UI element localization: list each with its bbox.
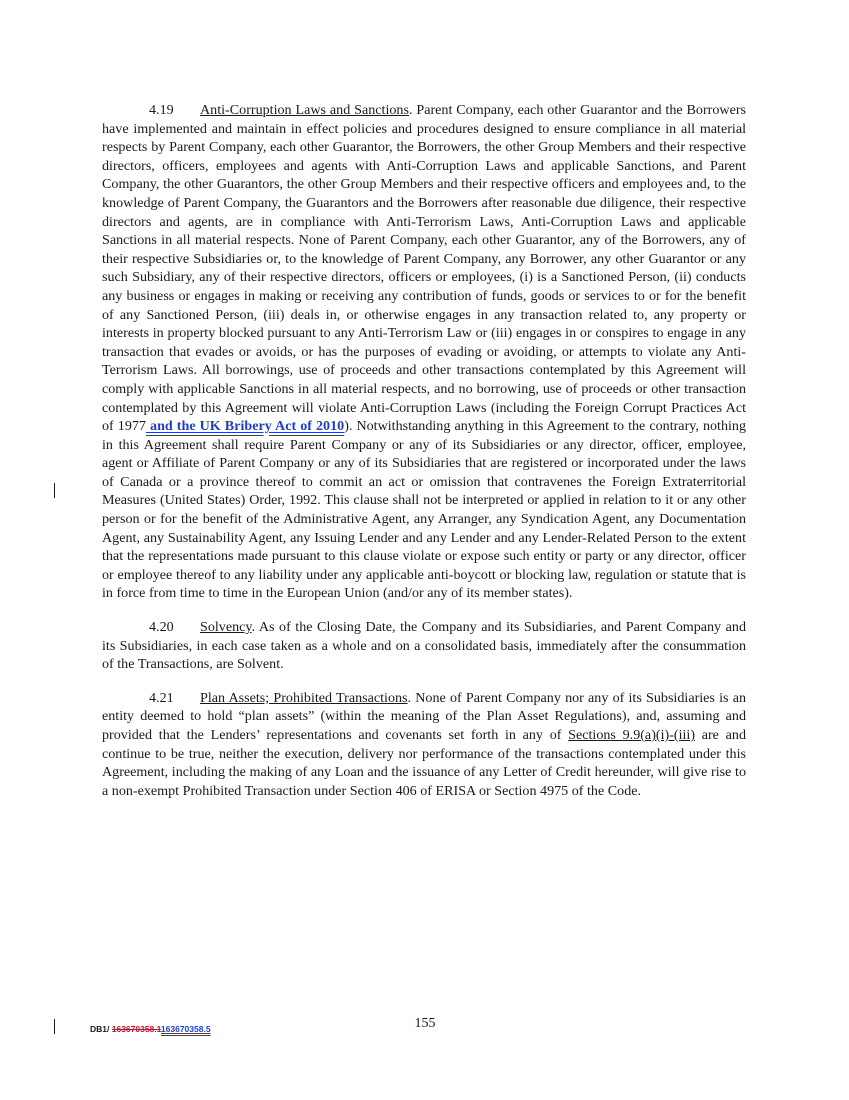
deleted-document-id: 163670358.1 — [111, 1024, 161, 1034]
page-number: 155 — [414, 1016, 436, 1031]
section-heading: Anti-Corruption Laws and Sanctions — [200, 102, 409, 118]
section-heading: Plan Assets; Prohibited Transactions — [200, 689, 408, 706]
section-4-20 — [102, 618, 746, 674]
section-number: 4.19 — [149, 102, 174, 118]
inserted-text: and the UK Bribery Act of 2010 — [145, 418, 345, 435]
section-body: . None of Parent Company nor any of its Subsidiaries is an entity deemed to hold “plan assets” (within the meaning of the Plan Asset Regulations), and, assuming and provided that the Lenders’ representations and covenants set forth in any of — [102, 689, 746, 743]
section-heading: Solvency — [200, 619, 252, 636]
section-number: 4.20 — [149, 619, 174, 636]
section-body-continued: are and continue to be true, neither the execution, delivery nor performance of the transactions contemplated under this Agreement, including the making of any Loan and the issuance of any Letter of Credit hereunder, will give rise to a non-exempt Prohibited Transaction under Section 406 of ERISA or Section 4975 of the Code. — [102, 727, 746, 799]
change-bar-footer — [54, 1019, 55, 1034]
section-4-21 — [102, 689, 746, 801]
section-number: 4.21 — [149, 689, 174, 706]
inserted-document-id: 163670358.5 — [160, 1024, 211, 1034]
document-id-prefix: DB1/ — [90, 1024, 112, 1034]
cross-reference: Sections 9.9(a)(i)-(iii) — [568, 727, 696, 743]
section-body: . Parent Company, each other Guarantor and the Borrowers have implemented and maintain in effect policies and procedures designed to ensure compliance in all material respects by Parent Company, each other Guarantor, the Borrowers, the other Group Members and their respective directors, officers, employees and agents with Anti-Corruption Laws and applicable Sanctions, and Parent Company, the other Guarantors, the other Group Members and their respective officers and employees and, to the knowledge of Parent Company, the Guarantors and the Borrowers after reasonable due diligence, their respective directors and agents, are in compliance with Anti-Terrorism Laws, Anti-Corruption Laws and applicable Sanctions in all material respects. None of Parent Company, each other Guarantor, any of the Borrowers, any of their respective Subsidiaries or, to the knowledge of Parent Company, any Borrower, any other Guarantor or any such Subsidiary, any of their respective directors, officers or employees, (i) is a Sanctioned Person, (ii) conducts any business or engages in making or receiving any contribution of funds, goods or services to or for the benefit of any Sanctioned Person, (iii) deals in, or otherwise engages in any transaction related to, any property or interests in property blocked pursuant to any Anti-Terrorism Law or (iii) engages in or conspires to engage in any transaction that evades or avoids, or has the purposes of evading or avoiding, or attempts to violate any Anti-Terrorism Laws. All borrowings, use of proceeds and other transactions contemplated by this Agreement will comply with applicable Sanctions in all material respects, and no borrowing, use of proceeds or other transaction contemplated by this Agreement will violate Anti-Corruption Laws (including the Foreign Corrupt Practices Act of 1977 — [102, 102, 747, 435]
change-bar-revision — [54, 483, 55, 498]
section-4-19 — [102, 101, 746, 603]
section-body-continued: ). Notwithstanding anything in this Agreement to the contrary, nothing in this Agreement shall require Parent Company or any of its Subsidiaries or any director, officer, employee, agent or Affiliate of Parent Company or any of its Subsidiaries that are registered or incorporated under the laws of Canada or a province thereof to commit an act or omission that contravenes the Foreign Extraterritorial Measures (United States) Order, 1992. This clause shall not be interpreted or applied in relation to it or any other person or for the benefit of the Administrative Agent, any Arranger, any Syndication Agent, any Documentation Agent, any Sustainability Agent, any Issuing Lender and any Lender and any Lender-Related Person to the extent that the representations made pursuant to this clause violate or expose such entity or party or any director, officer or employee thereof to any liability under any applicable anti-boycott or blocking law, regulation or statute that is in force from time to time in the European Union (and/or any of its member states). — [102, 418, 747, 602]
document-body — [102, 101, 746, 815]
section-body: . As of the Closing Date, the Company and its Subsidiaries, and Parent Company and its Subsidiaries, in each case taken as a whole and on a consolidated basis, immediately after the consummation of the Transactions, are Solvent. — [102, 619, 746, 673]
document-id — [90, 1024, 211, 1034]
